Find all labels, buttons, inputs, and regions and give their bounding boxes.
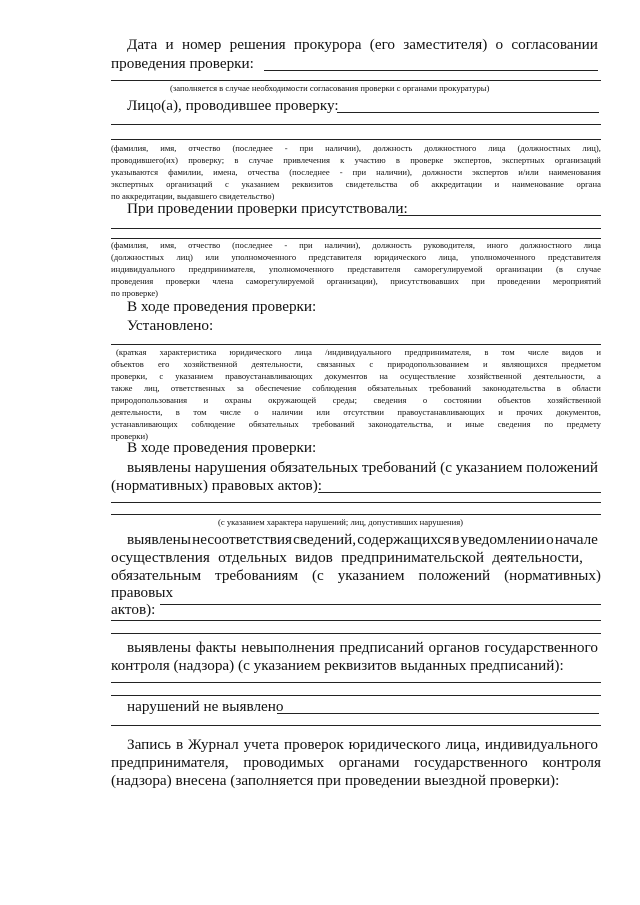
note-established-1: (краткая характеристика юридического лица /индивидуального предпринимателя, в том числе видов и <box>116 347 601 357</box>
note-present-3: индивидуального предпринимателя, уполномоченного представителя саморегулируемой организации (в случае <box>111 264 601 274</box>
note-established-7: устанавливающих соблюдение обязательных требований законодательства, и иные сведения по предмету <box>111 419 601 429</box>
note-established-4: также лиц, ответственных за обеспечение соблюдения обязательных требований законодательства в области <box>111 383 601 393</box>
note-prosecutor: (заполняется в случае необходимости согласования проверки с органами прокуратуры) <box>170 83 490 93</box>
mismatch-line-3: обязательным требованиям (с указанием положений (нормативных) <box>111 567 601 584</box>
prosecutor-decision-line-2: проведения проверки: <box>111 55 254 72</box>
underline <box>111 682 601 683</box>
note-established-8: проверки) <box>111 431 148 441</box>
present-label: При проведении проверки присутствовали: <box>127 200 408 217</box>
underline <box>111 502 601 503</box>
during-check-label-2: В ходе проведения проверки: <box>127 439 317 456</box>
underline <box>264 70 598 71</box>
mismatch-line-1: выявлены несоответствия сведений, содержащихся в уведомлении о начале <box>127 531 598 548</box>
journal-line-2: предпринимателя, проводимых органами государственного контроля <box>111 754 601 771</box>
no-violations-label: нарушений не выявлено <box>127 698 284 715</box>
underline <box>111 124 601 125</box>
violations-line-2: (нормативных) правовых актов): <box>111 477 322 494</box>
note-established-2: объектов его хозяйственной деятельности, связанных с природопользованием и являющихся предметом <box>111 359 601 369</box>
underline <box>337 112 599 113</box>
underline <box>398 215 601 216</box>
underline <box>111 514 601 515</box>
note-inspector-3: указываются фамилии, имена, отчества (последнее - при наличии), должности экспертов и/или наименования <box>111 167 601 177</box>
underline <box>111 633 601 634</box>
mismatch-line-5: актов): <box>111 601 156 618</box>
note-present-1: (фамилия, имя, отчество (последнее - при наличии), должность руководителя, иного должностного лица <box>111 240 601 250</box>
underline <box>111 344 601 345</box>
note-established-3: проверки, с указанием правоустанавливающих документов на осуществление хозяйственной деятельности, а <box>111 371 601 381</box>
established-label: Установлено: <box>127 317 214 334</box>
journal-line-1: Запись в Журнал учета проверок юридического лица, индивидуального <box>127 736 598 753</box>
note-inspector-2: проводившего(их) проверку; в случае привлечения к участию в проверке экспертов, экспертных организаций <box>111 155 601 165</box>
underline <box>160 604 601 605</box>
prosecutor-decision-line-1: Дата и номер решения прокурора (его заместителя) о согласовании <box>127 36 598 53</box>
underline <box>111 228 601 229</box>
note-violations: (с указанием характера нарушений; лиц, допустивших нарушения) <box>218 517 464 527</box>
note-inspector-4: экспертных организаций с указанием реквизитов свидетельства об аккредитации и наименование органа <box>111 179 601 189</box>
orders-line-2: контроля (надзора) (с указанием реквизитов выданных предписаний): <box>111 657 564 674</box>
journal-line-3: (надзора) внесена (заполняется при проведении выездной проверки): <box>111 772 560 789</box>
note-established-5: природопользования и охраны окружающей среды; сведения о состоянии объектов хозяйственной <box>111 395 601 405</box>
note-inspector-1: (фамилия, имя, отчество (последнее - при наличии), должность должностного лица (должностных лиц), <box>111 143 601 153</box>
underline <box>277 713 599 714</box>
note-established-6: деятельности, в том числе о наличии или отсутствии правоустанавливающих и прочих документов, <box>111 407 601 417</box>
underline <box>111 238 601 239</box>
underline <box>111 695 601 696</box>
underline <box>111 139 601 140</box>
note-present-5: по проверке) <box>111 288 158 298</box>
note-present-2: (должностных лиц) или уполномоченного представителя юридического лица, уполномоченного представителя <box>111 252 601 262</box>
note-present-4: проведения проверки члена саморегулируемой организации), присутствовавших при проведении мероприятий <box>111 276 601 286</box>
mismatch-line-4: правовых <box>111 584 174 601</box>
mismatch-line-2: осуществления отдельных видов предпринимательской деятельности, <box>111 549 583 566</box>
orders-line-1: выявлены факты невыполнения предписаний органов государственного <box>127 639 598 656</box>
underline <box>111 725 601 726</box>
underline <box>111 80 601 81</box>
inspector-label: Лицо(а), проводившее проверку: <box>127 97 339 114</box>
violations-line-1: выявлены нарушения обязательных требований (с указанием положений <box>127 459 598 476</box>
during-check-label: В ходе проведения проверки: <box>127 298 317 315</box>
underline <box>318 492 601 493</box>
note-inspector-5: по аккредитации, выдавшего свидетельство) <box>111 191 275 201</box>
underline <box>111 620 601 621</box>
